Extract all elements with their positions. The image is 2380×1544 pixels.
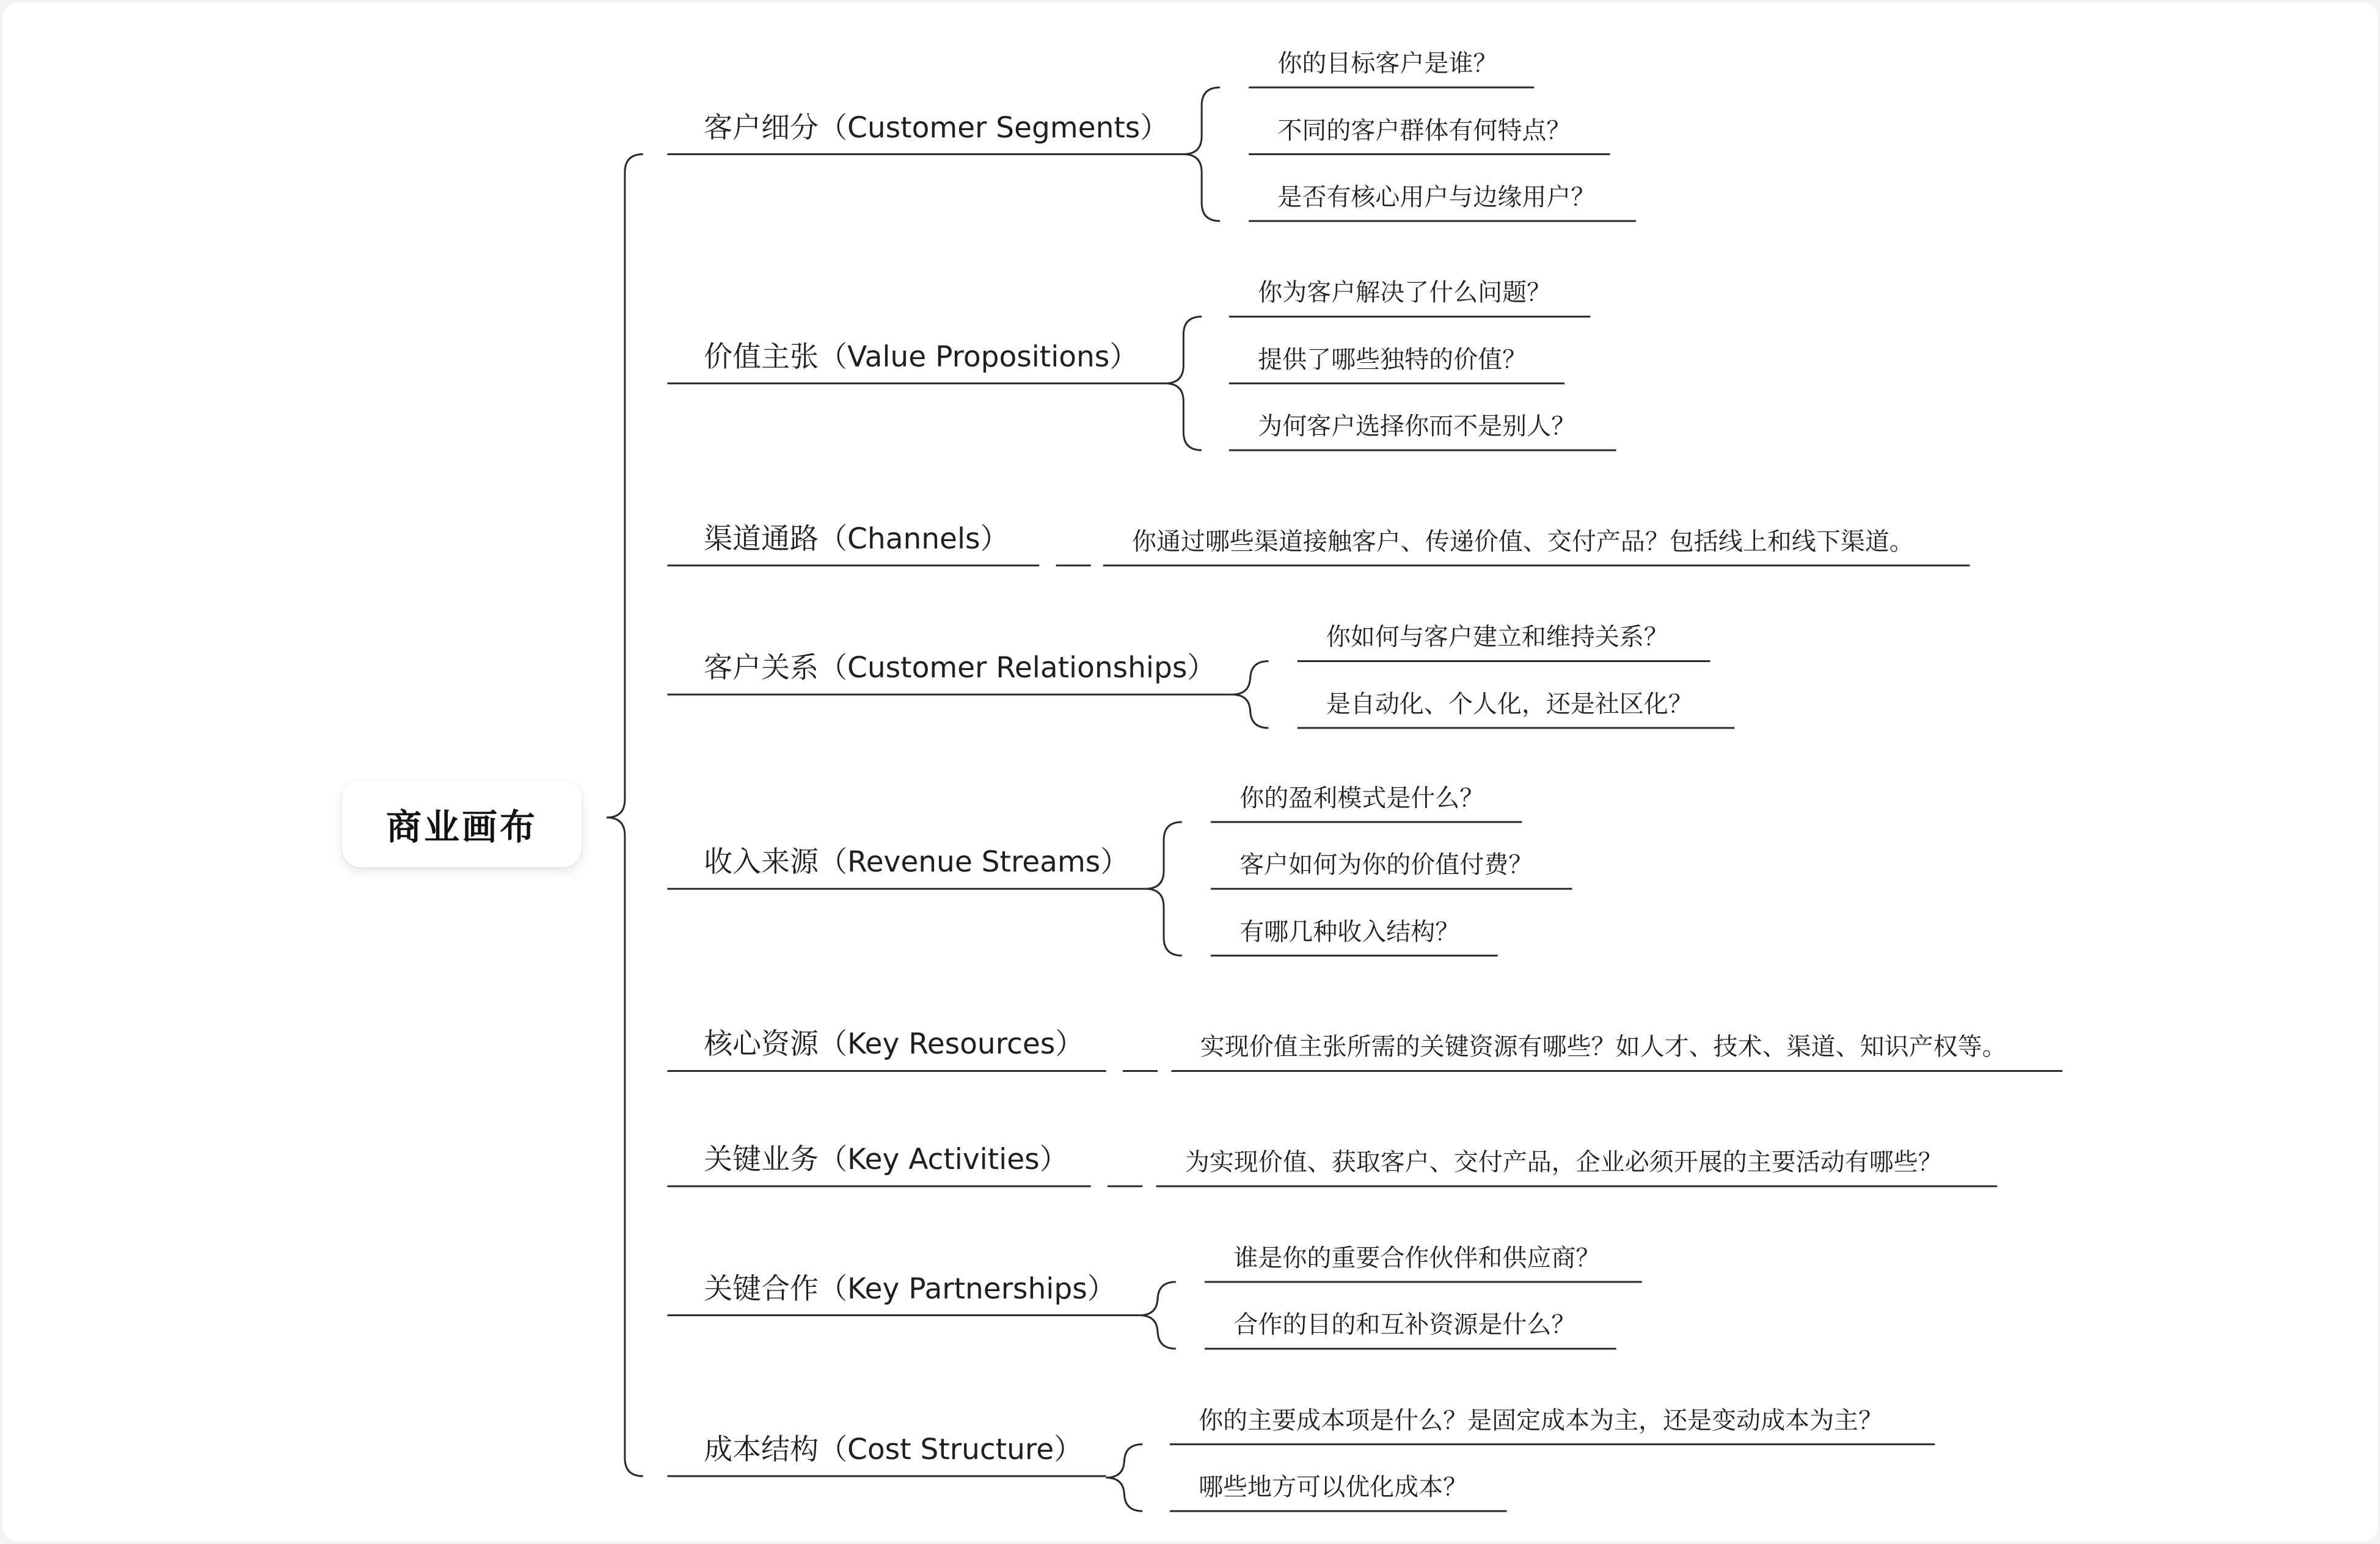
root-brace: [607, 155, 643, 1476]
leaf-label[interactable]: 实现价值主张所需的关键资源有哪些？如人才、技术、渠道、知识产权等。: [1200, 1033, 2007, 1062]
leaf-label[interactable]: 你的盈利模式是什么？: [1239, 784, 1484, 812]
root-node[interactable]: [342, 781, 582, 867]
leaf-label[interactable]: 为实现价值、获取客户、交付产品，企业必须开展的主要活动有哪些？: [1185, 1148, 1943, 1177]
branch-label[interactable]: 成本结构（Cost Structure）: [704, 1432, 1083, 1466]
branch-label[interactable]: 核心资源（Key Resources）: [704, 1027, 1084, 1062]
branch-label[interactable]: 关键业务（Key Activities）: [704, 1143, 1068, 1177]
branch-brace: [1232, 661, 1269, 727]
leaf-label[interactable]: 是自动化、个人化，还是社区化？: [1326, 690, 1693, 718]
leaf-label[interactable]: 你为客户解决了什么问题？: [1258, 279, 1552, 307]
connector-lines: [2, 2, 2378, 1542]
leaf-label[interactable]: 提供了哪些独特的价值？: [1258, 345, 1527, 374]
leaf-label[interactable]: 谁是你的重要合作伙伴和供应商？: [1233, 1244, 1601, 1272]
branch-brace: [1106, 1444, 1143, 1511]
branch-label[interactable]: 收入来源（Revenue Streams）: [704, 845, 1130, 879]
leaf-label[interactable]: 是否有核心用户与边缘用户？: [1277, 183, 1596, 211]
leaf-label[interactable]: 合作的目的和互补资源是什么？: [1233, 1311, 1576, 1339]
leaf-label[interactable]: 有哪几种收入结构？: [1239, 917, 1460, 946]
leaf-label[interactable]: 为何客户选择你而不是别人？: [1258, 412, 1576, 441]
branch-label[interactable]: 渠道通路（Channels）: [704, 522, 1009, 556]
branch-brace: [1166, 316, 1202, 450]
leaf-label[interactable]: 不同的客户群体有何特点？: [1277, 116, 1571, 145]
root-label: 商业画布: [385, 806, 538, 848]
leaf-label[interactable]: 你的目标客户是谁？: [1277, 49, 1498, 78]
leaf-label[interactable]: 客户如何为你的价值付费？: [1239, 851, 1533, 879]
branch-brace: [1139, 1282, 1176, 1349]
leaf-label[interactable]: 你如何与客户建立和维持关系？: [1326, 623, 1668, 652]
leaf-label[interactable]: 你通过哪些渠道接触客户、传递价值、交付产品？包括线上和线下渠道。: [1131, 527, 1914, 556]
branch-label[interactable]: 客户关系（Customer Relationships）: [704, 651, 1216, 685]
leaf-label[interactable]: 哪些地方可以优化成本？: [1199, 1473, 1468, 1502]
leaf-label[interactable]: 你的主要成本项是什么？是固定成本为主，还是变动成本为主？: [1199, 1406, 1883, 1435]
branch-brace: [1145, 822, 1182, 956]
branch-label[interactable]: 客户细分（Customer Segments）: [704, 111, 1169, 145]
mind-map-canvas: [2, 2, 2378, 1542]
branch-label[interactable]: 关键合作（Key Partnerships）: [704, 1272, 1116, 1306]
branch-label[interactable]: 价值主张（Value Propositions）: [704, 340, 1139, 374]
branch-brace: [1183, 87, 1220, 221]
